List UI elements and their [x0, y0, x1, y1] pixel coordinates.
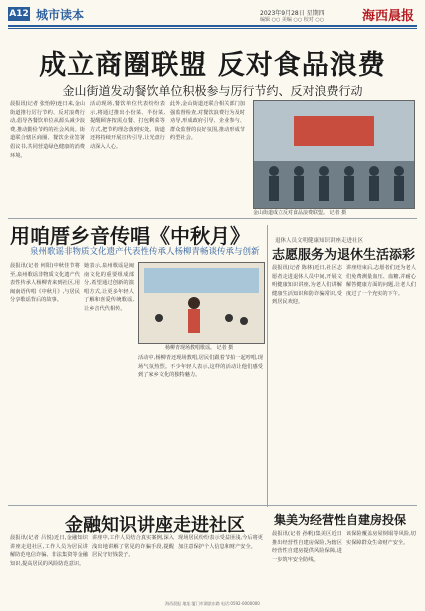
section2-col1: 晨报讯(记者 何阳)中秋佳节将至,泉州歌谣非物质文化遗产代表性传承人杨柳青来到社区,用闽南语传唱《中秋月》,与居民分享歌谣背后的故事。	[10, 263, 80, 304]
section2-photo	[138, 262, 265, 344]
section-divider	[8, 218, 417, 219]
newspaper-logo: 海西晨报	[362, 9, 415, 24]
volunteer-pretitle: 退休人员文明健康知识讲座走进社区	[275, 238, 364, 244]
main-article-col1: 晨报讯(记者 张怡婷)连日来,金山街道推行厉行节约、反对浪费行动,倡导各餐饮单位从源头减少浪费,推动勤俭节约的社会风尚。街道联合辖区商圈、餐饮企业签署倡议书,共同营造绿色健康的消费环境。	[10, 101, 85, 159]
section-divider-lower	[8, 505, 417, 506]
main-subheadline: 金山街道发动餐饮单位积极参与厉行节约、反对浪费行动	[62, 84, 363, 98]
section4-headline: 集美为经营性自建房投保	[274, 513, 407, 527]
section4-col2: 该保险覆盖房屋倒塌等风险,切实保障群众生命财产安全。	[346, 531, 416, 546]
page-number: A12	[9, 9, 29, 19]
editor-line: 编辑 ○○ 美编 ○○ 校对 ○○	[260, 17, 325, 23]
volunteer-col2: 讲座结束后,志愿者们还为老人们免费测量血压、血糖,并耐心解答健康方面的问题,让老人们度过了一个充实的下午。	[346, 265, 416, 297]
column-title: 城市读本	[36, 8, 85, 22]
header-rule	[8, 25, 417, 27]
header-rule-thin	[8, 28, 417, 29]
main-article-col2: 活动现场,餐饮单位代表纷纷表示,将通过推出小份菜、半份菜,提醒顾客按需点餐、打包剩菜等方式,把节约理念落到实处。街道还将持续开展宣传引导,让光盘行动深入人心。	[90, 101, 165, 150]
volunteer-headline: 志愿服务为退休生活添彩	[272, 248, 416, 263]
section3-headline: 金融知识讲座走进社区	[65, 515, 245, 536]
column-divider	[267, 225, 268, 507]
main-headline: 成立商圈联盟 反对食品浪费	[39, 50, 386, 81]
section3-col3: 现场居民纷纷表示受益匪浅,今后将更加注意保护个人信息和财产安全。	[178, 535, 263, 550]
section2-headline: 用咱厝乡音传唱《中秋月》	[10, 224, 250, 248]
section2-col2: 她表示,泉州歌谣是闽南文化的重要组成部分,希望通过创新的演唱方式,让更多年轻人了解和喜爱传统歌谣,让乡音代代相传。	[84, 263, 134, 312]
section2-col3: 活动中,杨柳青还现场教唱,居民们跟着节拍一起哼唱,现场气氛热烈。不少年轻人表示,这样的活动让他们感受到了家乡文化的独特魅力。	[138, 355, 263, 379]
volunteer-col1: 晨报讯(记者 陈林)近日,社区志愿者走进退休人员中间,开展文明健康知识讲座,为老人们讲解健康生活知识和防诈骗常识,受到居民欢迎。	[272, 265, 342, 306]
section4-col1: 晨报讯(记者 孙帆)集美区近日推出经营性自建房保险,为辖区经营性自建房提供风险保障,进一步筑牢安全防线。	[272, 531, 342, 563]
main-photo	[253, 100, 415, 209]
main-article-col3: 此外,金山街道还联合相关部门加强监督检查,对餐饮浪费行为及时劝导,形成政府引导、企业参与、群众监督的良好氛围,推动形成节约型社会。	[170, 101, 245, 142]
section2-photo-caption: 杨柳青现场教唱歌谣。 记者 摄	[165, 345, 234, 351]
section3-col2: 讲座中,工作人员结合真实案例,深入浅出地讲解了常见的诈骗手段,提醒居民守好钱袋子。	[92, 535, 174, 559]
section2-subheadline: 泉州歌谣非物质文化遗产代表性传承人杨柳青畅谈传承与创新	[30, 247, 260, 257]
page-footer: 海西晨报 地址:厦门市湖滨东路 电话:0592-0000000	[165, 601, 260, 606]
issue-date: 2023年9月28日 星期四	[260, 10, 325, 17]
main-photo-caption: 金山街道成立反对食品浪费联盟。 记者 摄	[253, 210, 347, 216]
section3-col1: 晨报讯(记者 吕悦)近日,金融知识讲座走进社区,工作人员为居民讲解防范电信诈骗、非法集资等金融知识,提高居民的风险防范意识。	[10, 535, 88, 567]
